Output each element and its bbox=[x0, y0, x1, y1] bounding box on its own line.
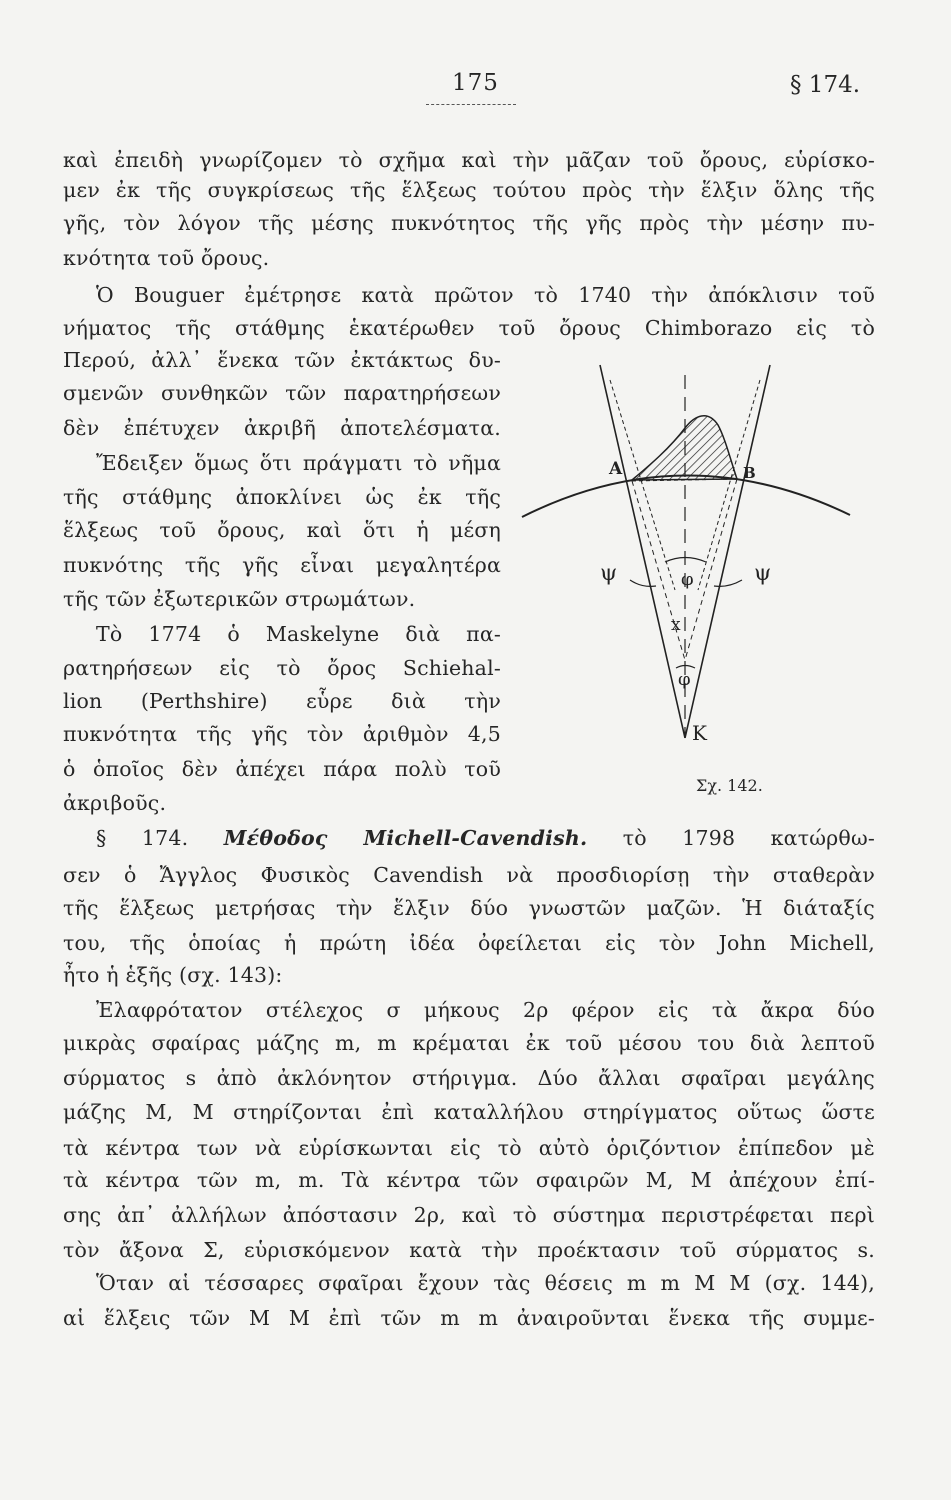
angle-arc-right bbox=[714, 580, 742, 586]
text-line: πυκνότητα τῆς γῆς τὸν ἀριθμὸν 4,5 bbox=[63, 722, 501, 746]
label-phi-lower: φ bbox=[678, 669, 691, 690]
text-line: τῆς στάθμης ἀποκλίνει ὡς ἐκ τῆς bbox=[63, 485, 501, 509]
label-psi-right: ψ bbox=[754, 561, 772, 586]
text-line: σης ἀπ᾽ ἀλλήλων ἀπόστασιν 2ρ, καὶ τὸ σύστημα περιστρέφεται περὶ bbox=[63, 1203, 875, 1227]
text-line: σεν ὁ Ἄγγλος Φυσικὸς Cavendish νὰ προσδιορίσῃ τὴν σταθερὰν bbox=[63, 863, 875, 887]
text-line: τῆς τῶν ἐξωτερικῶν στρωμάτων. bbox=[63, 587, 416, 611]
text-line: σμενῶν συνθηκῶν τῶν παρατηρήσεων bbox=[63, 381, 501, 405]
text-line: ἀκριβοῦς. bbox=[63, 791, 167, 815]
text-line: lion (Perthshire) εὗρε διὰ τὴν bbox=[63, 689, 501, 713]
text-line: του, τῆς ὁποίας ἡ πρώτη ἰδέα ὀφείλεται εἰς τὸν John Michell, bbox=[63, 931, 875, 955]
text-line: Ἔδειξεν ὅμως ὅτι πράγματι τὸ νῆμα bbox=[96, 451, 501, 475]
text-line: ἦτο ἡ ἑξῆς (σχ. 143): bbox=[63, 963, 283, 987]
figure-142-diagram bbox=[520, 340, 880, 780]
plumb-line-left bbox=[600, 365, 685, 738]
text-line: καὶ ἐπειδὴ γνωρίζομεν τὸ σχῆμα καὶ τὴν μᾶζαν τοῦ ὄρους, εὑρίσκο- bbox=[63, 148, 875, 172]
text-line: δὲν ἐπέτυχεν ἀκριβῆ ἀποτελέσματα. bbox=[63, 416, 501, 440]
angle-arc-left bbox=[630, 580, 656, 586]
label-chi: x bbox=[671, 615, 681, 635]
label-b: B bbox=[743, 464, 756, 482]
text-line: μεν ἐκ τῆς συγκρίσεως τῆς ἕλξεως τούτου πρὸς τὴν ἕλξιν ὅλης τῆς bbox=[63, 178, 875, 202]
text-line: ὁ ὁποῖος δὲν ἀπέχει πάρα πολὺ τοῦ bbox=[63, 757, 501, 781]
label-phi-upper: φ bbox=[681, 569, 694, 590]
text-line: τὸ 1798 κατώρθω- bbox=[622, 826, 876, 850]
text-line: Περού, ἀλλ᾽ ἕνεκα τῶν ἐκτάκτως δυ- bbox=[63, 348, 501, 372]
earth-surface-arc bbox=[522, 475, 850, 517]
text-line: Ὁ Bouguer ἐμέτρησε κατὰ πρῶτον τὸ 1740 τὴν ἀπόκλισιν τοῦ bbox=[96, 283, 875, 307]
text-line: τὸν ἄξονα Σ, εὑρισκόμενον κατὰ τὴν προέκτασιν τοῦ σύρματος s. bbox=[63, 1238, 875, 1262]
text-line: τῆς ἕλξεως μετρήσας τὴν ἕλξιν δύο γνωστῶν μαζῶν. Ἡ διάταξίς bbox=[63, 896, 875, 920]
text-line: πυκνότης τῆς γῆς εἶναι μεγαλητέρα bbox=[63, 553, 501, 577]
text-line: νήματος τῆς στάθμης ἑκατέρωθεν τοῦ ὄρους Chimborazo εἰς τὸ bbox=[63, 316, 875, 340]
text-line: κνότητα τοῦ ὄρους. bbox=[63, 246, 270, 270]
text-line: τὰ κέντρα των νὰ εὑρίσκωνται εἰς τὸ αὐτὸ ὁριζόντιον ἐπίπεδον μὲ bbox=[63, 1136, 875, 1160]
text-line: μάζης M, M στηρίζονται ἐπὶ καταλλήλου στηρίγματος οὕτως ὥστε bbox=[63, 1100, 875, 1124]
text-line: Ἐλαφρότατον στέλεχος σ μήκους 2ρ φέρον εἰς τὰ ἄκρα δύο bbox=[96, 998, 875, 1022]
section-174-heading-line bbox=[96, 823, 875, 853]
label-k: K bbox=[692, 721, 707, 745]
text-line: Τὸ 1774 ὁ Maskelyne διὰ πα- bbox=[96, 622, 501, 646]
figure-caption: Σχ. 142. bbox=[696, 776, 763, 795]
header-rule bbox=[426, 104, 516, 105]
text-line: αἱ ἕλξεις τῶν M M ἐπὶ τῶν m m ἀναιροῦνται ἕνεκα τῆς συμμε- bbox=[63, 1306, 875, 1330]
label-psi-left: ψ bbox=[600, 561, 618, 586]
text-line: γῆς, τὸν λόγον τῆς μέσης πυκνότητος τῆς γῆς πρὸς τὴν μέσην πυ- bbox=[63, 211, 875, 235]
text-line: ἕλξεως τοῦ ὄρους, καὶ ὅτι ἡ μέση bbox=[63, 518, 501, 542]
label-a: A bbox=[609, 459, 623, 479]
text-line: τὰ κέντρα τῶν m, m. Τὰ κέντρα τῶν σφαιρῶν M, M ἀπέχουν ἐπί- bbox=[63, 1168, 875, 1192]
page-number: 175 bbox=[452, 70, 499, 96]
section-title: Μέθοδος Michell-Cavendish. bbox=[223, 826, 588, 850]
text-line: σύρματος s ἀπὸ ἀκλόνητον στήριγμα. Δύο ἄλλαι σφαῖραι μεγάλης bbox=[63, 1066, 875, 1090]
text-line: ρατηρήσεων εἰς τὸ ὄρος Schiehal- bbox=[63, 656, 501, 680]
section-reference: § 174. bbox=[790, 72, 861, 98]
text-line: μικρὰς σφαίρας μάζης m, m κρέμαται ἐκ τοῦ μέσου του διὰ λεπτοῦ bbox=[63, 1031, 875, 1055]
text-line: Ὅταν αἱ τέσσαρες σφαῖραι ἔχουν τὰς θέσεις m m M M (σχ. 144), bbox=[96, 1271, 875, 1295]
section-number: § 174. bbox=[96, 826, 189, 850]
